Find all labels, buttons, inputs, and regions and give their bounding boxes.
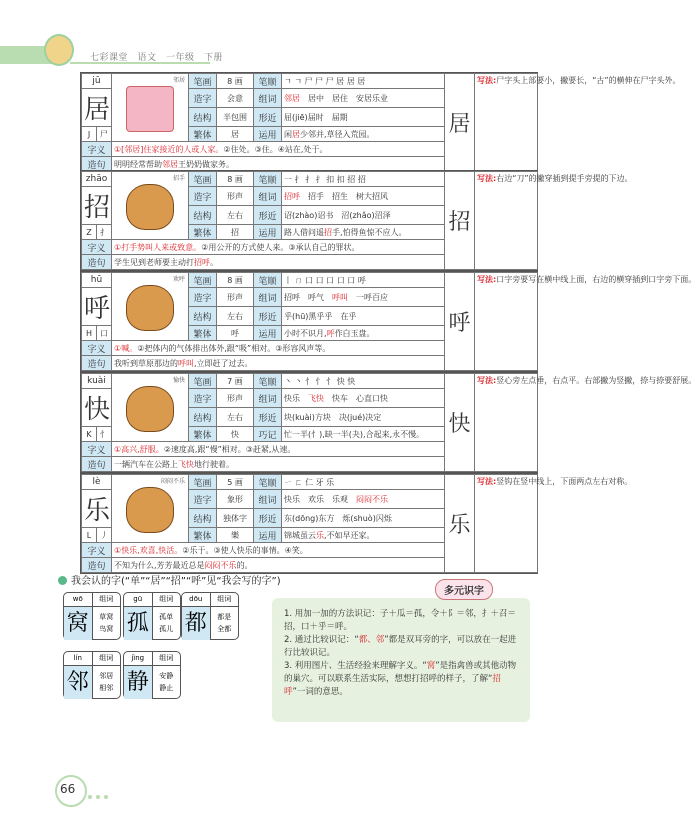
text-segment: 邻居 (162, 159, 178, 169)
text-segment: ,不如早还家。 (324, 530, 375, 540)
word-list (282, 187, 445, 206)
traditional: 呼 (217, 326, 254, 341)
traditional: 招 (217, 225, 254, 240)
label-zaoju: 造句 (82, 255, 112, 270)
card-word: 邻居 (99, 672, 114, 680)
label-jiegou: 结构 (189, 108, 217, 127)
label-xingjin: 形近 (254, 307, 282, 326)
radical: 丿 (97, 528, 112, 543)
char-block-1 (80, 170, 633, 271)
text-segment: 居中 居住 安居乐业 (300, 93, 388, 103)
formation: 象形 (217, 490, 254, 509)
writing-note (475, 74, 681, 172)
stroke-count: 8 画 (217, 273, 254, 288)
char-block-3 (80, 372, 696, 473)
stroke-order: ㄱ ㄱ 尸 尸 尸 居 居 居 (282, 74, 445, 89)
label-bihua: 笔画 (189, 475, 217, 490)
pinyin: hū (82, 273, 112, 288)
label-zuci: 组词 (254, 89, 282, 108)
text-segment: 一辆汽车在公路上 (114, 459, 178, 469)
traditional: 快 (217, 427, 254, 442)
card-character: 孤 (124, 607, 152, 640)
card-zuci-label: 组词 (92, 593, 121, 606)
text-segment: 招呼 呼气 (284, 292, 333, 302)
label-zaoju: 造句 (82, 356, 112, 371)
decor-dot (88, 795, 92, 799)
example-sentence (112, 356, 445, 371)
card-character: 静 (124, 666, 152, 699)
text-segment: 快车 心直口快 (324, 393, 388, 403)
label-bishun: 笔顺 (254, 172, 282, 187)
card-pinyin: dōu (189, 595, 203, 603)
meaning (112, 543, 445, 558)
practice-box: 招 (445, 172, 475, 270)
card-pinyin: gū (133, 595, 143, 603)
card-word: 静止 (159, 684, 174, 692)
main-character: 居 (82, 89, 112, 127)
text-segment: ②把体内的气体排出体外,跟“吸”相对。③形容风声等。 (137, 343, 331, 353)
text-segment: 地行驶着。 (194, 459, 234, 469)
illustration-caption: 欢呼 (173, 276, 186, 283)
char-block-0 (80, 72, 681, 173)
radical: 口 (97, 326, 112, 341)
text-segment: ①快乐,欢喜,快活。 (114, 545, 183, 555)
example-sentence (112, 457, 445, 472)
label-fanti: 繁体 (189, 326, 217, 341)
text-segment: 少邻并,草径入荒园。 (300, 129, 375, 139)
illustration (112, 475, 189, 543)
word-list (282, 89, 445, 108)
label-zuci: 组词 (254, 389, 282, 408)
writing-note (475, 374, 696, 472)
label-zaozi: 造字 (189, 288, 217, 307)
card-pinyin: jìng (131, 654, 145, 662)
practice-box: 呼 (445, 273, 475, 371)
text-segment: 招呼 (284, 191, 301, 201)
usage (282, 427, 445, 442)
text-segment: 作白玉盘。 (334, 328, 375, 338)
main-character: 乐 (82, 490, 112, 528)
text-segment: ”一词的意思。 (292, 687, 348, 697)
text-segment: 忙一半(忄),缺一半(夬),合起来,永不慢。 (284, 429, 425, 439)
label-jiegou: 结构 (189, 509, 217, 528)
similar-chars (282, 509, 445, 528)
label-ziyi: 字义 (82, 240, 112, 255)
text-segment: 我听到草原那边的 (114, 358, 179, 368)
label-usage: 运用 (254, 225, 282, 240)
label-usage: 运用 (254, 127, 282, 142)
pinyin: kuài (82, 374, 112, 389)
similar-chars (282, 307, 445, 326)
text-segment: ”是指禽兽或其他动物的巢穴。可以联系生活实际，想想打招呼的样子，了解“ (284, 661, 517, 684)
potato-mascot-illustration (126, 184, 174, 230)
label-ziyi: 字义 (82, 341, 112, 356)
card-word: 孤单 (159, 613, 174, 621)
card-word: 鸟窝 (99, 625, 114, 633)
text-segment: 居 (292, 129, 300, 139)
stroke-order: 丶 丶 忄 忄 忄 快 快 (282, 374, 445, 389)
note-text: 口字旁要写在横中线上面，右边的横穿插到口字旁下面。 (496, 275, 696, 284)
text-segment: 闷闷不乐 (356, 494, 389, 504)
card-word: 孤儿 (159, 625, 174, 633)
meaning (112, 442, 445, 457)
writing-note (475, 475, 633, 573)
text-segment: 2. 通过比较识记：“ (284, 635, 359, 645)
label-jiegou: 结构 (189, 206, 217, 225)
note-label: 写法: (477, 275, 497, 284)
pinyin: zhāo (82, 172, 112, 187)
label-zuci: 组词 (254, 490, 282, 509)
card-character: 邻 (64, 666, 92, 699)
text-segment: ①打手势叫人来或致意。 (114, 242, 202, 252)
card-word: 安静 (159, 672, 174, 680)
text-segment: 闲 (284, 129, 292, 139)
example-sentence (112, 255, 445, 270)
structure: 左右 (217, 307, 254, 326)
label-usage: 巧记 (254, 427, 282, 442)
char-block-2 (80, 271, 696, 372)
main-character: 招 (82, 187, 112, 225)
example-sentence (112, 558, 445, 573)
text-segment: 1. 用加一加的方法识记：子＋瓜＝孤，令＋阝＝邻，扌＋召＝招，口＋乎＝呼。 (284, 609, 516, 632)
index-letter: J (82, 127, 97, 142)
label-zaozi: 造字 (189, 389, 217, 408)
illustration-caption: 邻居 (172, 77, 185, 84)
potato-mascot-illustration (126, 386, 174, 432)
meaning (112, 142, 445, 157)
label-bihua: 笔画 (189, 273, 217, 288)
label-ziyi: 字义 (82, 543, 112, 558)
duoyuan-badge: 多元识字 (435, 579, 493, 600)
label-zuci: 组词 (254, 187, 282, 206)
text-segment: 的。 (236, 560, 253, 570)
label-zuci: 组词 (254, 288, 282, 307)
text-segment: ①高兴,舒服。 (114, 444, 164, 454)
text-segment: 窝 (426, 661, 436, 671)
note-text: 右边“刀”的撇穿插到提手旁提的下边。 (496, 174, 633, 183)
label-bishun: 笔顺 (254, 374, 282, 389)
text-segment: 呼 (326, 328, 335, 338)
formation: 形声 (217, 187, 254, 206)
card-character: 都 (182, 607, 210, 640)
note-label: 写法: (477, 376, 497, 385)
traditional: 樂 (217, 528, 254, 543)
card-zuci-label: 组词 (152, 593, 181, 606)
label-bishun: 笔顺 (254, 475, 282, 490)
card-zuci-label: 组词 (92, 652, 121, 665)
usage (282, 127, 445, 142)
word-list (282, 490, 445, 509)
pinyin: lè (82, 475, 112, 490)
index-letter: L (82, 528, 97, 543)
label-xingjin: 形近 (254, 206, 282, 225)
usage (282, 528, 445, 543)
label-xingjin: 形近 (254, 408, 282, 427)
illustration-caption: 招手 (173, 175, 186, 182)
writing-note (475, 172, 633, 270)
label-zaozi: 造字 (189, 490, 217, 509)
pinyin: jū (82, 74, 112, 89)
stroke-order: 丨 ㄇ 口 口 口 口 口 呼 (282, 273, 445, 288)
word-list (282, 389, 445, 408)
stroke-order: 一 扌 扌 扌 扣 扣 招 招 (282, 172, 445, 187)
text-segment: 不知为什么,芳芳最近总是 (114, 560, 205, 570)
text-segment: ①喊。 (114, 343, 138, 353)
word-list (282, 288, 445, 307)
potato-mascot-illustration (126, 487, 174, 533)
label-jiegou: 结构 (189, 408, 217, 427)
text-segment: 学生见到老师要主动打 (114, 257, 195, 267)
card-zuci-label: 组词 (210, 593, 239, 606)
text-segment: ②用公开的方式使人来。③承认自己的罪状。 (201, 242, 360, 252)
note-text: 竖心旁左点垂，右点平。右部撇为竖撇，捺与捺要舒展。 (496, 376, 696, 385)
illustration-caption: 闷闷不乐 (161, 478, 186, 485)
recognize-card (63, 651, 121, 699)
usage (282, 326, 445, 341)
label-xingjin: 形近 (254, 509, 282, 528)
text-segment: ,立即赶了过去。 (194, 358, 253, 368)
similar-chars (282, 206, 445, 225)
text-segment: 乐 (316, 530, 325, 540)
main-character: 快 (82, 389, 112, 427)
meaning (112, 240, 445, 255)
text-segment: 都、邻 (358, 635, 385, 645)
duoyuan-box (272, 598, 530, 722)
text-segment: 呼叫 (332, 292, 349, 302)
text-segment: 邻居 (284, 93, 300, 103)
recognize-section-title (58, 572, 281, 587)
structure: 左右 (217, 206, 254, 225)
text-segment: ”都是双耳旁的字，可以放在一起进行比较识记。 (284, 635, 517, 658)
label-fanti: 繁体 (189, 427, 217, 442)
stroke-order: ㄧ ㄈ 仁 牙 乐 (282, 475, 445, 490)
similar-chars (282, 408, 445, 427)
page-number: 66 (60, 782, 76, 796)
text-segment: 。 (210, 257, 219, 267)
label-jiegou: 结构 (189, 307, 217, 326)
index-letter: K (82, 427, 97, 442)
recognize-card (63, 592, 121, 640)
text-segment: 呼叫 (178, 358, 195, 368)
label-bishun: 笔顺 (254, 74, 282, 89)
label-ziyi: 字义 (82, 442, 112, 457)
similar-chars (282, 108, 445, 127)
recognize-card (123, 651, 181, 699)
label-fanti: 繁体 (189, 127, 217, 142)
card-word: 草窝 (99, 613, 114, 621)
label-bihua: 笔画 (189, 172, 217, 187)
illustration (112, 74, 189, 142)
note-text: 尸字头上部要小，撇要长，“古”的横伸在尸字头外。 (496, 76, 681, 85)
text-segment: 飞快 (178, 459, 194, 469)
stroke-count: 5 画 (217, 475, 254, 490)
text-segment: 屈(jiē)届时 届期 (284, 112, 348, 122)
recognize-card (181, 592, 239, 640)
formation: 会意 (217, 89, 254, 108)
text-segment: 快乐 欢乐 乐观 (284, 494, 357, 504)
stroke-count: 8 画 (217, 74, 254, 89)
illustration (112, 273, 189, 341)
text-segment: 小时不识月, (284, 328, 327, 338)
main-character: 呼 (82, 288, 112, 326)
label-zaoju: 造句 (82, 457, 112, 472)
note-label: 写法: (477, 477, 497, 486)
card-word: 都是 (217, 613, 232, 621)
structure: 左右 (217, 408, 254, 427)
label-zaoju: 造句 (82, 157, 112, 172)
text-segment: 飞快 (308, 393, 324, 403)
card-word: 全都 (217, 625, 232, 633)
usage (282, 225, 445, 240)
header-title: 七彩课堂 语文 一年级 下册 (90, 53, 224, 63)
text-segment: 王奶奶做家务。 (178, 159, 234, 169)
text-segment: 招呼 (284, 674, 501, 697)
label-bihua: 笔画 (189, 74, 217, 89)
text-segment: 诏(zhào)诏书 沼(zhǎo)沼泽 (284, 210, 391, 220)
text-segment: 东(dōng)东方 烁(shuò)闪烁 (284, 513, 392, 523)
card-pinyin: wō (72, 595, 83, 603)
card-zuci-label: 组词 (152, 652, 181, 665)
structure: 独体字 (217, 509, 254, 528)
formation: 形声 (217, 389, 254, 408)
text-segment: ②速度高,跟“慢”相对。③赶紧,从速。 (163, 444, 296, 454)
card-character: 窝 (64, 607, 92, 640)
formation: 形声 (217, 288, 254, 307)
label-ziyi: 字义 (82, 142, 112, 157)
text-segment: 手,怕得鱼惊不应人。 (332, 227, 407, 237)
label-bishun: 笔顺 (254, 273, 282, 288)
radical: 扌 (97, 225, 112, 240)
note-label: 写法: (477, 174, 497, 183)
label-zaoju: 造句 (82, 558, 112, 573)
text-segment: ②乐于。③使人快乐的事情。④笑。 (182, 545, 308, 555)
label-zaozi: 造字 (189, 187, 217, 206)
structure: 半包围 (217, 108, 254, 127)
label-bihua: 笔画 (189, 374, 217, 389)
text-segment: 锦城虽云 (284, 530, 317, 540)
label-fanti: 繁体 (189, 528, 217, 543)
recognize-card (123, 592, 181, 640)
writing-note (475, 273, 696, 371)
potato-mascot-illustration (126, 285, 174, 331)
label-zaozi: 造字 (189, 89, 217, 108)
text-segment: 块(kuài)方块 决(jué)决定 (284, 412, 382, 422)
duoyuan-item (284, 608, 520, 634)
label-usage: 运用 (254, 326, 282, 341)
text-segment: ②住处。③住。④站在,处于。 (223, 144, 328, 154)
label-xingjin: 形近 (254, 108, 282, 127)
meaning (112, 341, 445, 356)
text-segment: 快乐 (284, 393, 308, 403)
card-pinyin: lín (73, 654, 82, 662)
note-text: 竖钩在竖中线上，下面两点左右对称。 (496, 477, 633, 486)
text-segment: 乎(hū)黑乎乎 在乎 (284, 311, 357, 321)
house-illustration (126, 86, 174, 132)
note-label: 写法: (477, 76, 497, 85)
card-word: 相邻 (99, 684, 114, 692)
decor-dot (104, 795, 108, 799)
stroke-count: 8 画 (217, 172, 254, 187)
practice-box: 快 (445, 374, 475, 472)
text-segment: 明明经常帮助 (114, 159, 162, 169)
duoyuan-item (284, 660, 520, 699)
text-segment: 招 (324, 227, 333, 237)
duoyuan-item (284, 634, 520, 660)
practice-box: 乐 (445, 475, 475, 573)
recognize-title-text: 我会认的字(“单”“居”“招”“呼”见“我会写的字”) (71, 576, 281, 587)
text-segment: 招手 招生 树大招风 (300, 191, 389, 201)
text-segment: 3. 利用图片、生活经验来理解字义。“ (284, 661, 427, 671)
decor-dot (96, 795, 100, 799)
text-segment: ①[邻居]住家接近的人或人家。 (114, 144, 224, 154)
label-usage: 运用 (254, 528, 282, 543)
traditional: 居 (217, 127, 254, 142)
radical: 忄 (97, 427, 112, 442)
radical: 尸 (97, 127, 112, 142)
illustration-caption: 愉快 (172, 377, 185, 384)
bullet-icon (58, 576, 67, 585)
illustration (112, 374, 189, 442)
label-fanti: 繁体 (189, 225, 217, 240)
text-segment: 闷闷不乐 (204, 560, 237, 570)
stroke-count: 7 画 (217, 374, 254, 389)
char-block-4 (80, 473, 633, 574)
text-segment: 路人借问遥 (284, 227, 325, 237)
text-segment: 一呼百应 (348, 292, 389, 302)
index-letter: H (82, 326, 97, 341)
illustration (112, 172, 189, 240)
practice-box: 居 (445, 74, 475, 172)
text-segment: 招呼 (194, 257, 211, 267)
index-letter: Z (82, 225, 97, 240)
